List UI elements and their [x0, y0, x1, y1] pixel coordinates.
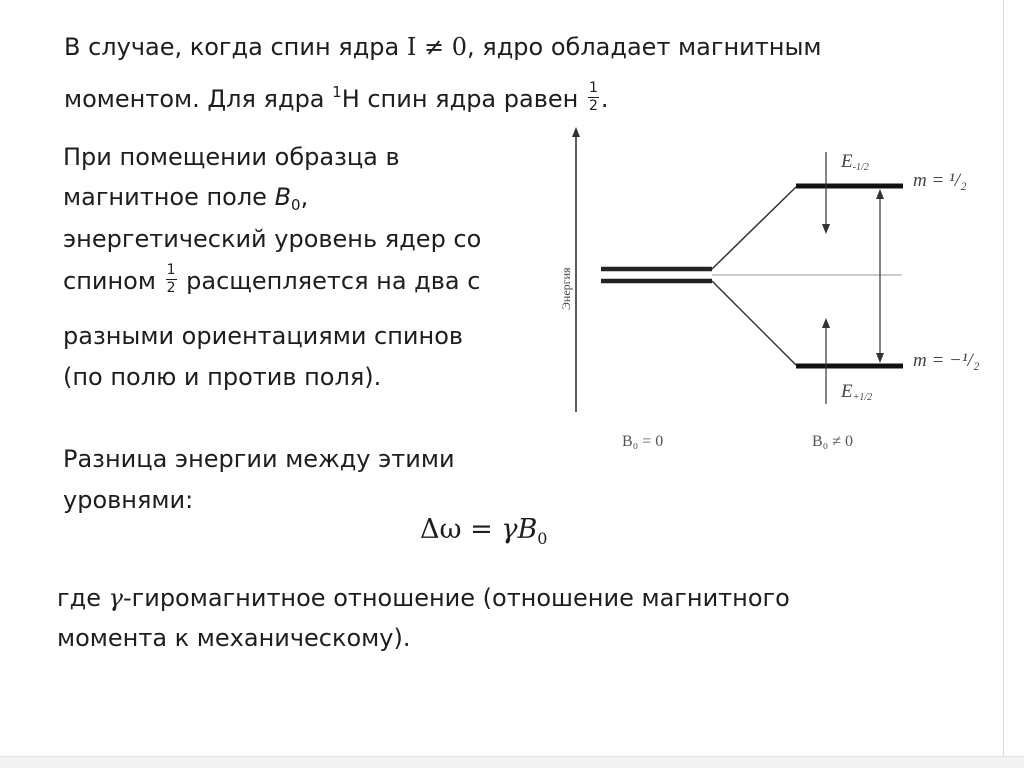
diff-text-2: уровнями:: [63, 486, 194, 514]
spin-symbol: I: [406, 33, 417, 61]
field-symbol: B: [274, 183, 292, 211]
formula-subscript: 0: [537, 529, 548, 548]
footnote-gamma: γ: [108, 584, 123, 612]
field-subscript: 0: [291, 196, 301, 214]
fraction-denominator-2: 2: [166, 279, 176, 296]
footnote-text-b: -гиромагнитное отношение (отношение магнитного: [122, 584, 790, 612]
para-text-3: энергетический уровень ядер со: [63, 225, 482, 253]
footnote-text-a: где: [57, 584, 109, 612]
para-text-6: (по полю и против поля).: [63, 363, 382, 391]
para-comma: ,: [300, 183, 309, 211]
formula-gamma: γ: [501, 514, 518, 545]
para-text-5: разными ориентациями спинов: [63, 322, 464, 350]
energy-axis-label: Энергия: [559, 267, 573, 310]
b0-nonzero-label: B₀ ≠ 0: [812, 433, 854, 450]
diff-text-1: Разница энергии между этими: [63, 445, 455, 473]
lower-energy-label: E+1/2: [841, 381, 873, 403]
m-lower-label: m = −¹/₂: [913, 350, 980, 371]
footnote-text-c: момента к механическому).: [57, 624, 411, 652]
slide-bottom-edge: [0, 756, 1024, 768]
formula-lhs: Δω: [420, 514, 462, 545]
intro-text-d: H спин ядра равен: [341, 85, 586, 113]
para-text-4a: спином: [63, 267, 164, 295]
intro-text-b: , ядро обладает магнитным: [467, 33, 822, 61]
isotope-superscript: 1: [332, 83, 342, 101]
formula-equals: =: [461, 514, 502, 545]
formula-b: B: [517, 514, 538, 545]
split-line-upper: [712, 187, 796, 269]
upper-energy-label: E-1/2: [841, 151, 869, 173]
slide-right-edge: [1003, 0, 1004, 767]
para-text-4b: расщепляется на два с: [178, 267, 481, 295]
m-upper-label: m = ¹/₂: [913, 170, 967, 191]
intro-text-a: В случае, когда спин ядра: [64, 33, 407, 61]
split-line-lower: [712, 281, 796, 365]
fraction-denominator: 2: [588, 97, 598, 114]
para-text-1: При помещении образца в: [63, 143, 400, 171]
fraction-numerator: 1: [588, 79, 598, 96]
not-equal-zero: ≠ 0: [424, 33, 468, 61]
b0-zero-label: B₀ = 0: [622, 433, 664, 450]
para-text-2: магнитное поле: [63, 183, 275, 211]
intro-text-c: моментом. Для ядра: [64, 85, 333, 113]
intro-period: .: [600, 85, 609, 113]
fraction-numerator-2: 1: [166, 261, 176, 278]
